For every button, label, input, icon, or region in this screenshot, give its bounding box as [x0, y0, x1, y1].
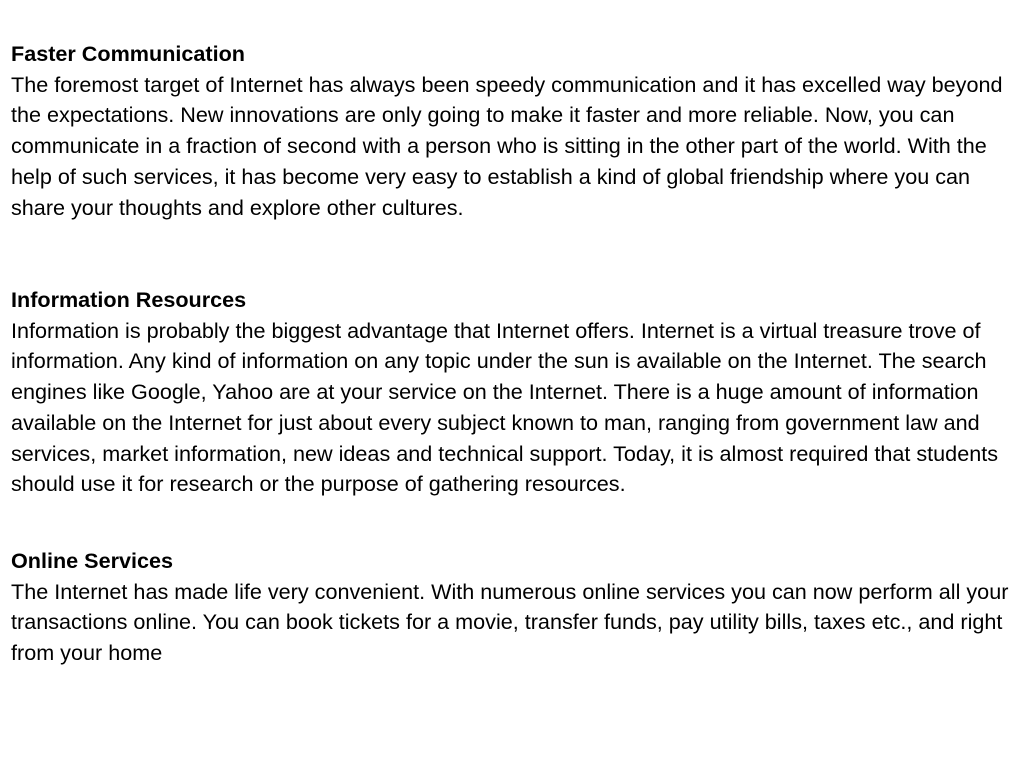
section-body: The foremost target of Internet has always been speedy communication and it has excelled way beyond the expectations. New innovations are only going to make it faster and more reliable. Now, you can communicate in a fraction of second with a person who is sitting in the other part of the world. With the help of such services, it has become very easy to establish a kind of global friendship where you can share your thoughts and explore other cultures.: [11, 71, 1003, 220]
section-information-resources: [11, 285, 1016, 500]
section-heading: Faster Communication: [11, 41, 245, 66]
section-online-services: [11, 546, 1016, 669]
section-body: The Internet has made life very convenient. With numerous online services you can now perform all your transactions online. You can book tickets for a movie, transfer funds, pay utility bills, taxes etc., and right from your home: [11, 578, 1009, 666]
section-faster-communication: [11, 39, 1016, 223]
section-heading: Online Services: [11, 548, 174, 573]
section-heading: Information Resources: [11, 287, 247, 312]
section-body: Information is probably the biggest advantage that Internet offers. Internet is a virtual treasure trove of information. Any kind of information on any topic under the sun is available on the Internet. The search engines like Google, Yahoo are at your service on the Internet. There is a huge amount of information available on the Internet for just about every subject known to man, ranging from government law and services, market information, new ideas and technical support. Today, it is almost required that students should use it for research or the purpose of gathering resources.: [11, 317, 999, 497]
